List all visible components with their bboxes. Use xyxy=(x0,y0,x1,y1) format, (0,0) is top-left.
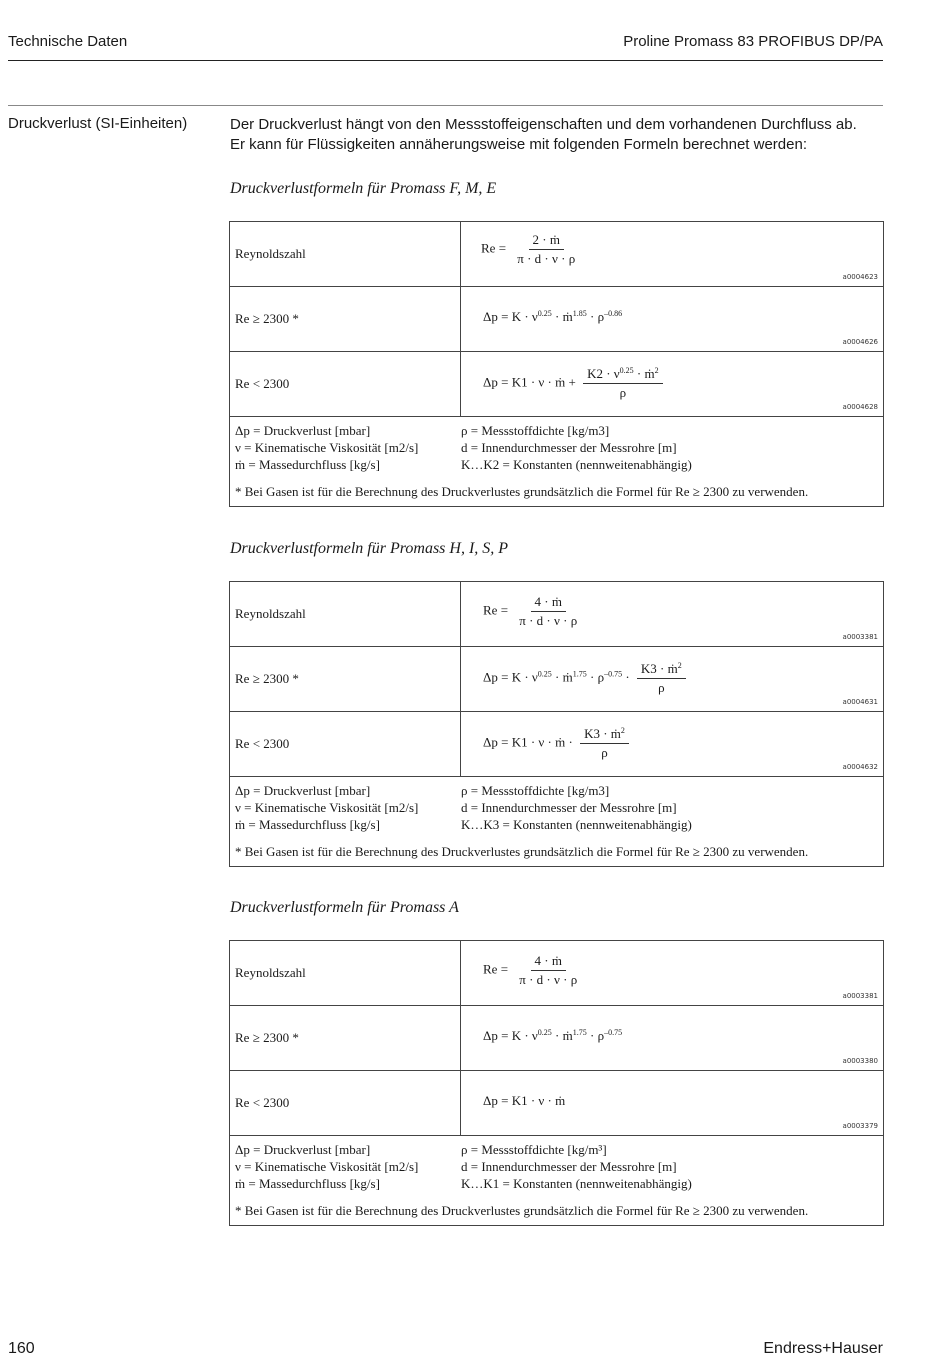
fraction-numerator xyxy=(583,366,663,384)
table-heading-a: Druckverlustformeln für Promass A xyxy=(230,899,459,916)
fraction-denominator: π · d · ν · ρ xyxy=(519,972,578,987)
brand-name: Endress+Hauser xyxy=(763,1340,883,1357)
section-intro xyxy=(230,115,890,155)
page-number: 160 xyxy=(8,1340,35,1357)
formula-part: · ṁ xyxy=(551,309,573,324)
exponent: 1.75 xyxy=(572,669,587,679)
formula-fraction xyxy=(583,366,663,401)
formula-part: · ρ xyxy=(586,309,605,324)
formula-table-a xyxy=(229,940,884,1226)
legend-item: ν = Kinematische Viskosität [m2/s] xyxy=(235,440,419,455)
legend-item: ṁ = Massedurchfluss [kg/s] xyxy=(235,457,380,472)
row-label: Re < 2300 xyxy=(230,712,461,777)
fraction-numerator: 4 · ṁ xyxy=(531,594,566,612)
legend-cell xyxy=(230,1136,884,1226)
laminar-formula xyxy=(483,1093,565,1109)
legend-item: d = Innendurchmesser der Messrohre [m] xyxy=(461,800,677,815)
legend-item: K…K3 = Konstanten (nennweitenabhängig) xyxy=(461,817,692,832)
formula-part: · ṁ xyxy=(551,669,573,685)
legend-cell xyxy=(230,417,884,507)
table-row xyxy=(230,287,884,352)
formula-cell xyxy=(461,287,884,352)
laminar-formula xyxy=(483,726,633,761)
formula-part: · ṁ xyxy=(633,366,655,381)
exponent: 0.25 xyxy=(537,1028,552,1037)
turbulent-formula xyxy=(483,661,690,696)
fraction-denominator: π · d · ν · ρ xyxy=(519,613,578,628)
gas-note: * Bei Gasen ist für die Berechnung des Druckverlustes grundsätzlich die Formel für Re ≥ 2300 zu verwenden. xyxy=(235,844,809,859)
turbulent-formula xyxy=(483,1028,622,1044)
formula-part: · ρ xyxy=(586,669,605,685)
formula-lhs: Δp = K1 · ν · ṁ · xyxy=(483,734,573,750)
formula-part: K3 · ṁ xyxy=(640,661,678,676)
legend-item: K…K2 = Konstanten (nennweitenabhängig) xyxy=(461,457,692,472)
formula-fraction xyxy=(515,953,581,988)
exponent: 2 xyxy=(677,661,682,670)
formula-fraction xyxy=(515,594,581,629)
legend-item: ρ = Messstoffdichte [kg/m³] xyxy=(461,1142,607,1157)
formula-cell xyxy=(461,222,884,287)
reynolds-formula xyxy=(481,232,583,267)
laminar-formula xyxy=(483,366,667,401)
formula-cell xyxy=(461,647,884,712)
formula-table-hisp xyxy=(229,581,884,867)
intro-line-1: Der Druckverlust hängt von den Messstoffeigenschaften und dem vorhandenen Durchfluss ab. xyxy=(230,116,857,133)
formula-cell xyxy=(461,1071,884,1136)
exponent: 0.25 xyxy=(537,309,552,318)
legend-item: d = Innendurchmesser der Messrohre [m] xyxy=(461,1159,677,1174)
formula-part: K2 · ν xyxy=(587,366,620,381)
table-row xyxy=(230,352,884,417)
exponent: –0.75 xyxy=(604,669,623,679)
formula-cell xyxy=(461,582,884,647)
exponent: –0.75 xyxy=(604,1028,623,1037)
section-divider xyxy=(8,105,883,106)
formula-part: · xyxy=(622,669,633,685)
image-id: a0003381 xyxy=(842,633,878,641)
legend-item: ṁ = Massedurchfluss [kg/s] xyxy=(235,1176,380,1191)
legend-item: ρ = Messstoffdichte [kg/m3] xyxy=(461,423,610,438)
table-row xyxy=(230,647,884,712)
table-row xyxy=(230,777,884,867)
formula-cell xyxy=(461,712,884,777)
gas-note: * Bei Gasen ist für die Berechnung des Druckverlustes grundsätzlich die Formel für Re ≥ 2300 zu verwenden. xyxy=(235,1203,809,1218)
table-heading-fme: Druckverlustformeln für Promass F, M, E xyxy=(230,180,497,197)
legend-item: ṁ = Massedurchfluss [kg/s] xyxy=(235,817,380,832)
header-document-title: Proline Promass 83 PROFIBUS DP/PA xyxy=(623,33,883,50)
row-label: Reynoldszahl xyxy=(230,582,461,647)
image-id: a0003381 xyxy=(842,992,878,1000)
fraction-numerator xyxy=(637,661,686,679)
row-label: Re ≥ 2300 * xyxy=(230,287,461,352)
exponent: 0.25 xyxy=(619,366,634,375)
fraction-numerator: 2 · ṁ xyxy=(529,232,564,250)
row-label: Reynoldszahl xyxy=(230,222,461,287)
legend-item: d = Innendurchmesser der Messrohre [m] xyxy=(461,440,677,455)
header-section-title: Technische Daten xyxy=(8,33,128,50)
image-id: a0004632 xyxy=(842,763,878,771)
exponent: –0.86 xyxy=(604,309,623,318)
exponent: 0.25 xyxy=(537,669,552,679)
formula-lhs: Δp = K1 · ν · ṁ xyxy=(483,1093,566,1108)
legend-cell xyxy=(230,777,884,867)
formula-part: · ρ xyxy=(586,1028,605,1043)
formula-lhs: Re = xyxy=(483,602,509,618)
table-row xyxy=(230,222,884,287)
row-label: Re < 2300 xyxy=(230,352,461,417)
fraction-denominator: ρ xyxy=(601,745,608,760)
image-id: a0003379 xyxy=(842,1122,878,1130)
formula-lhs: Re = xyxy=(483,961,509,977)
legend-item: K…K1 = Konstanten (nennweitenabhängig) xyxy=(461,1176,692,1191)
image-id: a0004626 xyxy=(842,338,878,346)
formula-cell xyxy=(461,1006,884,1071)
header-divider xyxy=(8,60,883,61)
legend-item: ρ = Messstoffdichte [kg/m3] xyxy=(461,783,610,798)
formula-cell xyxy=(461,352,884,417)
row-label: Re ≥ 2300 * xyxy=(230,647,461,712)
turbulent-formula xyxy=(483,309,622,325)
reynolds-formula xyxy=(483,594,585,629)
formula-part: Δp = K · ν xyxy=(483,1028,538,1043)
formula-table-fme xyxy=(229,221,884,507)
formula-part: K3 · ṁ xyxy=(584,726,621,741)
legend-grid xyxy=(235,1141,878,1192)
fraction-denominator: ρ xyxy=(658,680,665,695)
exponent: 1.85 xyxy=(572,309,587,318)
formula-lhs: Δp = K1 · ν · ṁ + xyxy=(483,374,576,390)
table-row xyxy=(230,941,884,1006)
formula-lhs: Re = xyxy=(481,240,507,256)
fraction-denominator: π · d · ν · ρ xyxy=(517,251,576,266)
formula-part: Δp = K · ν xyxy=(483,309,538,324)
table-row xyxy=(230,1071,884,1136)
table-row xyxy=(230,712,884,777)
formula-fraction xyxy=(637,661,686,696)
table-row xyxy=(230,1006,884,1071)
intro-line-2: Er kann für Flüssigkeiten annäherungsweise mit folgenden Formeln berechnet werden: xyxy=(230,136,807,153)
table-row xyxy=(230,1136,884,1226)
image-id: a0004631 xyxy=(842,698,878,706)
formula-part: Δp = K · ν xyxy=(483,669,538,685)
section-label: Druckverlust (SI-Einheiten) xyxy=(8,115,188,132)
row-label: Re < 2300 xyxy=(230,1071,461,1136)
legend-item: Δp = Druckverlust [mbar] xyxy=(235,1142,371,1157)
legend-grid xyxy=(235,782,878,833)
reynolds-formula xyxy=(483,953,585,988)
exponent: 1.75 xyxy=(572,1028,587,1037)
legend-item: ν = Kinematische Viskosität [m2/s] xyxy=(235,800,419,815)
image-id: a0004623 xyxy=(842,273,878,281)
row-label: Re ≥ 2300 * xyxy=(230,1006,461,1071)
formula-fraction xyxy=(513,232,579,267)
formula-fraction xyxy=(580,726,629,761)
fraction-numerator xyxy=(580,726,629,744)
gas-note: * Bei Gasen ist für die Berechnung des Druckverlustes grundsätzlich die Formel für Re ≥ 2300 zu verwenden. xyxy=(235,484,809,499)
fraction-denominator: ρ xyxy=(619,385,627,400)
image-id: a0004628 xyxy=(842,403,878,411)
legend-item: Δp = Druckverlust [mbar] xyxy=(235,783,371,798)
formula-part: · ṁ xyxy=(551,1028,573,1043)
image-id: a0003380 xyxy=(842,1057,878,1065)
legend-item: Δp = Druckverlust [mbar] xyxy=(235,423,371,438)
exponent: 2 xyxy=(654,366,659,375)
fraction-numerator: 4 · ṁ xyxy=(531,953,566,971)
table-row xyxy=(230,417,884,507)
exponent: 2 xyxy=(620,726,625,735)
table-heading-hisp: Druckverlustformeln für Promass H, I, S, P xyxy=(230,540,509,557)
row-label: Reynoldszahl xyxy=(230,941,461,1006)
table-row xyxy=(230,582,884,647)
formula-cell xyxy=(461,941,884,1006)
legend-grid xyxy=(235,422,878,473)
legend-item: ν = Kinematische Viskosität [m2/s] xyxy=(235,1159,419,1174)
